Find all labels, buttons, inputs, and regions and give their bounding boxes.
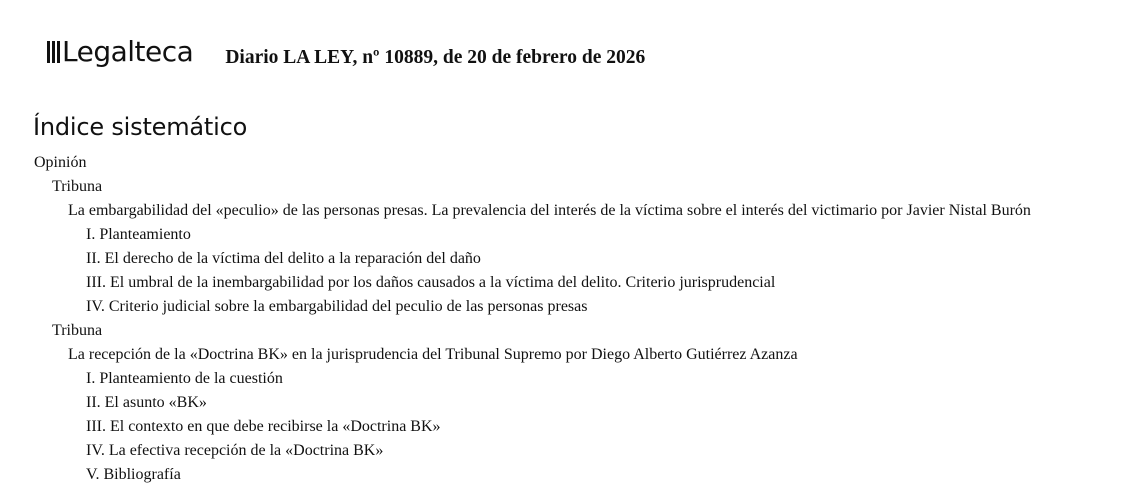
document-header xyxy=(47,35,646,69)
toc-entry-level-2[interactable]: La recepción de la «Doctrina BK» en la jurisprudencia del Tribunal Supremo por Diego Alberto Gutiérrez Azanza xyxy=(68,346,798,363)
toc-entry-level-3[interactable]: IV. Criterio judicial sobre la embargabilidad del peculio de las personas presas xyxy=(86,298,588,315)
toc-entry-level-3[interactable]: IV. La efectiva recepción de la «Doctrina BK» xyxy=(86,442,384,459)
table-of-contents xyxy=(0,152,1031,488)
logo-text: Legalteca xyxy=(62,35,194,68)
toc-entry-level-3[interactable]: I. Planteamiento de la cuestión xyxy=(86,370,283,387)
toc-entry-level-3[interactable]: II. El derecho de la víctima del delito a la reparación del daño xyxy=(86,250,481,267)
legalteca-logo xyxy=(47,35,194,68)
toc-entry-level-2[interactable]: La embargabilidad del «peculio» de las personas presas. La prevalencia del interés de la víctima sobre el interés del victimario por Javier Nistal Burón xyxy=(68,202,1031,219)
toc-entry-level-3[interactable]: III. El contexto en que debe recibirse la «Doctrina BK» xyxy=(86,418,441,435)
index-title: Índice sistemático xyxy=(33,113,248,141)
logo-bars-icon xyxy=(47,39,60,63)
toc-entry-level-3[interactable]: III. El umbral de la inembargabilidad por los daños causados a la víctima del delito. Criterio jurisprudencial xyxy=(86,274,776,291)
toc-entry-level-3[interactable]: I. Planteamiento xyxy=(86,226,191,243)
toc-entry-level-1: Tribuna xyxy=(52,322,103,339)
toc-entry-level-1: Tribuna xyxy=(52,178,103,195)
toc-entry-level-0: Opinión xyxy=(34,154,87,171)
toc-entry-level-3[interactable]: V. Bibliografía xyxy=(86,466,181,483)
issue-title: Diario LA LEY, nº 10889, de 20 de febrero de 2026 xyxy=(225,47,646,68)
toc-entry-level-3[interactable]: II. El asunto «BK» xyxy=(86,394,207,411)
